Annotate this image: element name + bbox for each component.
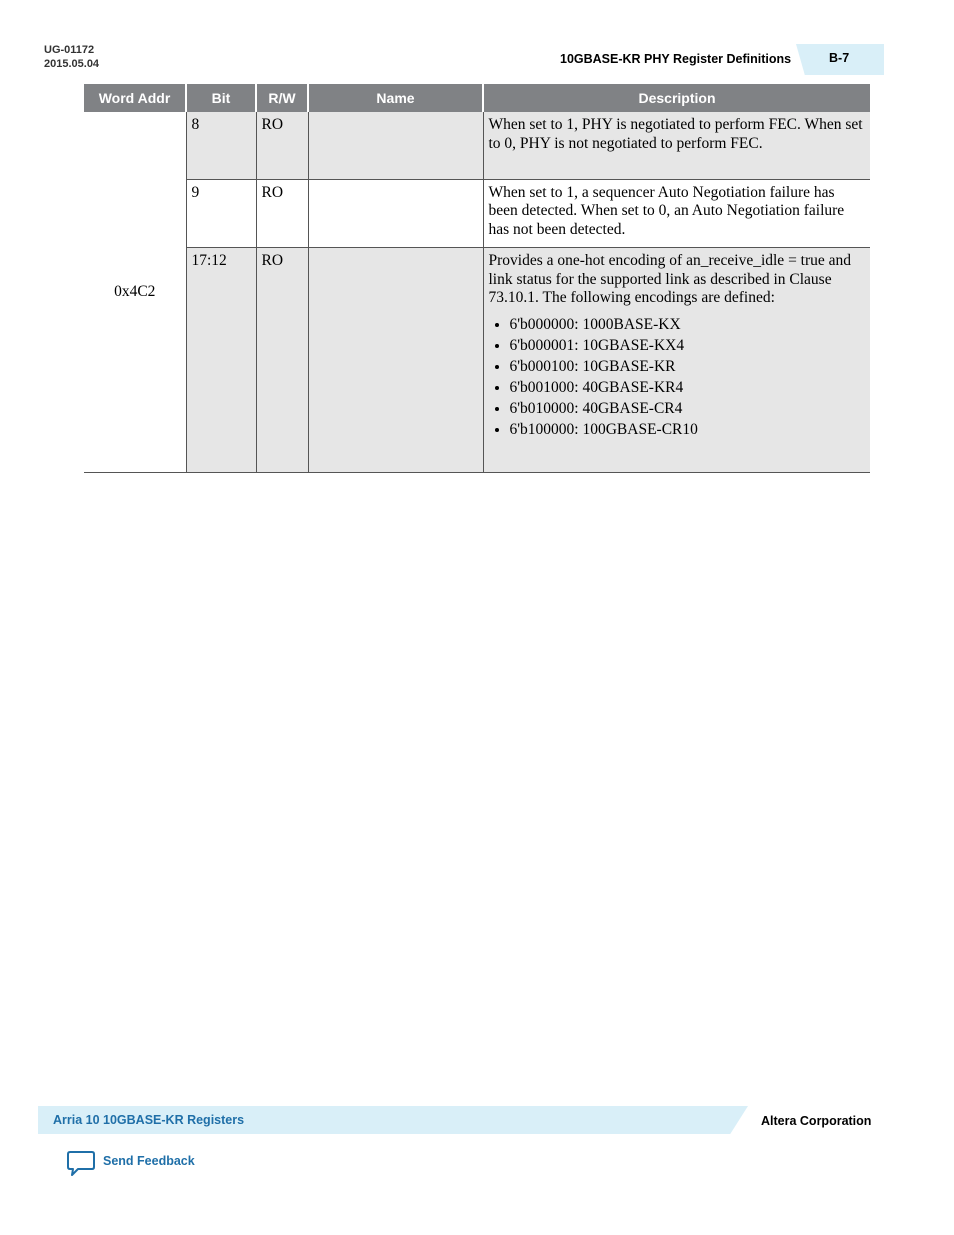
table-header-row: [84, 84, 870, 112]
encoding-list: [489, 316, 866, 440]
doc-number: UG-01172: [44, 44, 95, 56]
speech-bubble-icon[interactable]: [66, 1150, 96, 1178]
list-item: • 6'b000000: 1000BASE-KX: [510, 316, 866, 335]
description-text: Provides a one-hot encoding of an_receive_idle = true and link status for the supported link as described in Clause 73.10.1. The following encodings are defined:: [488, 252, 852, 306]
table-row: [84, 179, 870, 248]
bit-cell: 9: [186, 179, 256, 248]
register-table: [84, 84, 870, 473]
document-id: [44, 43, 99, 71]
bit-cell: 8: [186, 112, 256, 179]
list-item: • 6'b000100: 10GBASE-KR: [510, 358, 866, 377]
description-cell: When set to 1, PHY is negotiated to perform FEC. When set to 0, PHY is not negotiated to perform FEC.: [483, 112, 870, 179]
column-header-word-addr: Word Addr: [84, 84, 186, 112]
description-cell: [483, 248, 870, 473]
bit-cell: 17:12: [186, 248, 256, 473]
rw-cell: RO: [256, 112, 308, 179]
footer-chapter-title: Arria 10 10GBASE-KR Registers: [53, 1113, 245, 1127]
send-feedback-link[interactable]: Send Feedback: [103, 1154, 195, 1168]
description-cell: When set to 1, a sequencer Auto Negotiation failure has been detected. When set to 0, an Auto Negotiation failure has not been detected.: [483, 179, 870, 248]
name-cell: [308, 248, 483, 473]
column-header-bit: Bit: [186, 84, 256, 112]
section-title: 10GBASE-KR PHY Register Definitions: [560, 52, 792, 66]
name-cell: [308, 112, 483, 179]
word-addr-cell: 0x4C2: [84, 112, 186, 473]
list-item: • 6'b001000: 40GBASE-KR4: [510, 379, 866, 398]
list-item: • 6'b100000: 100GBASE-CR10: [510, 421, 866, 440]
rw-cell: RO: [256, 179, 308, 248]
list-item: • 6'b010000: 40GBASE-CR4: [510, 400, 866, 419]
page-number: B-7: [829, 51, 850, 65]
column-header-description: Description: [483, 84, 870, 112]
column-header-rw: R/W: [256, 84, 308, 112]
table-row: [84, 112, 870, 179]
rw-cell: RO: [256, 248, 308, 473]
footer-company: Altera Corporation: [761, 1114, 872, 1128]
column-header-name: Name: [308, 84, 483, 112]
name-cell: [308, 179, 483, 248]
list-item: • 6'b000001: 10GBASE-KX4: [510, 337, 866, 356]
doc-date: 2015.05.04: [44, 58, 100, 70]
table-row: [84, 248, 870, 473]
